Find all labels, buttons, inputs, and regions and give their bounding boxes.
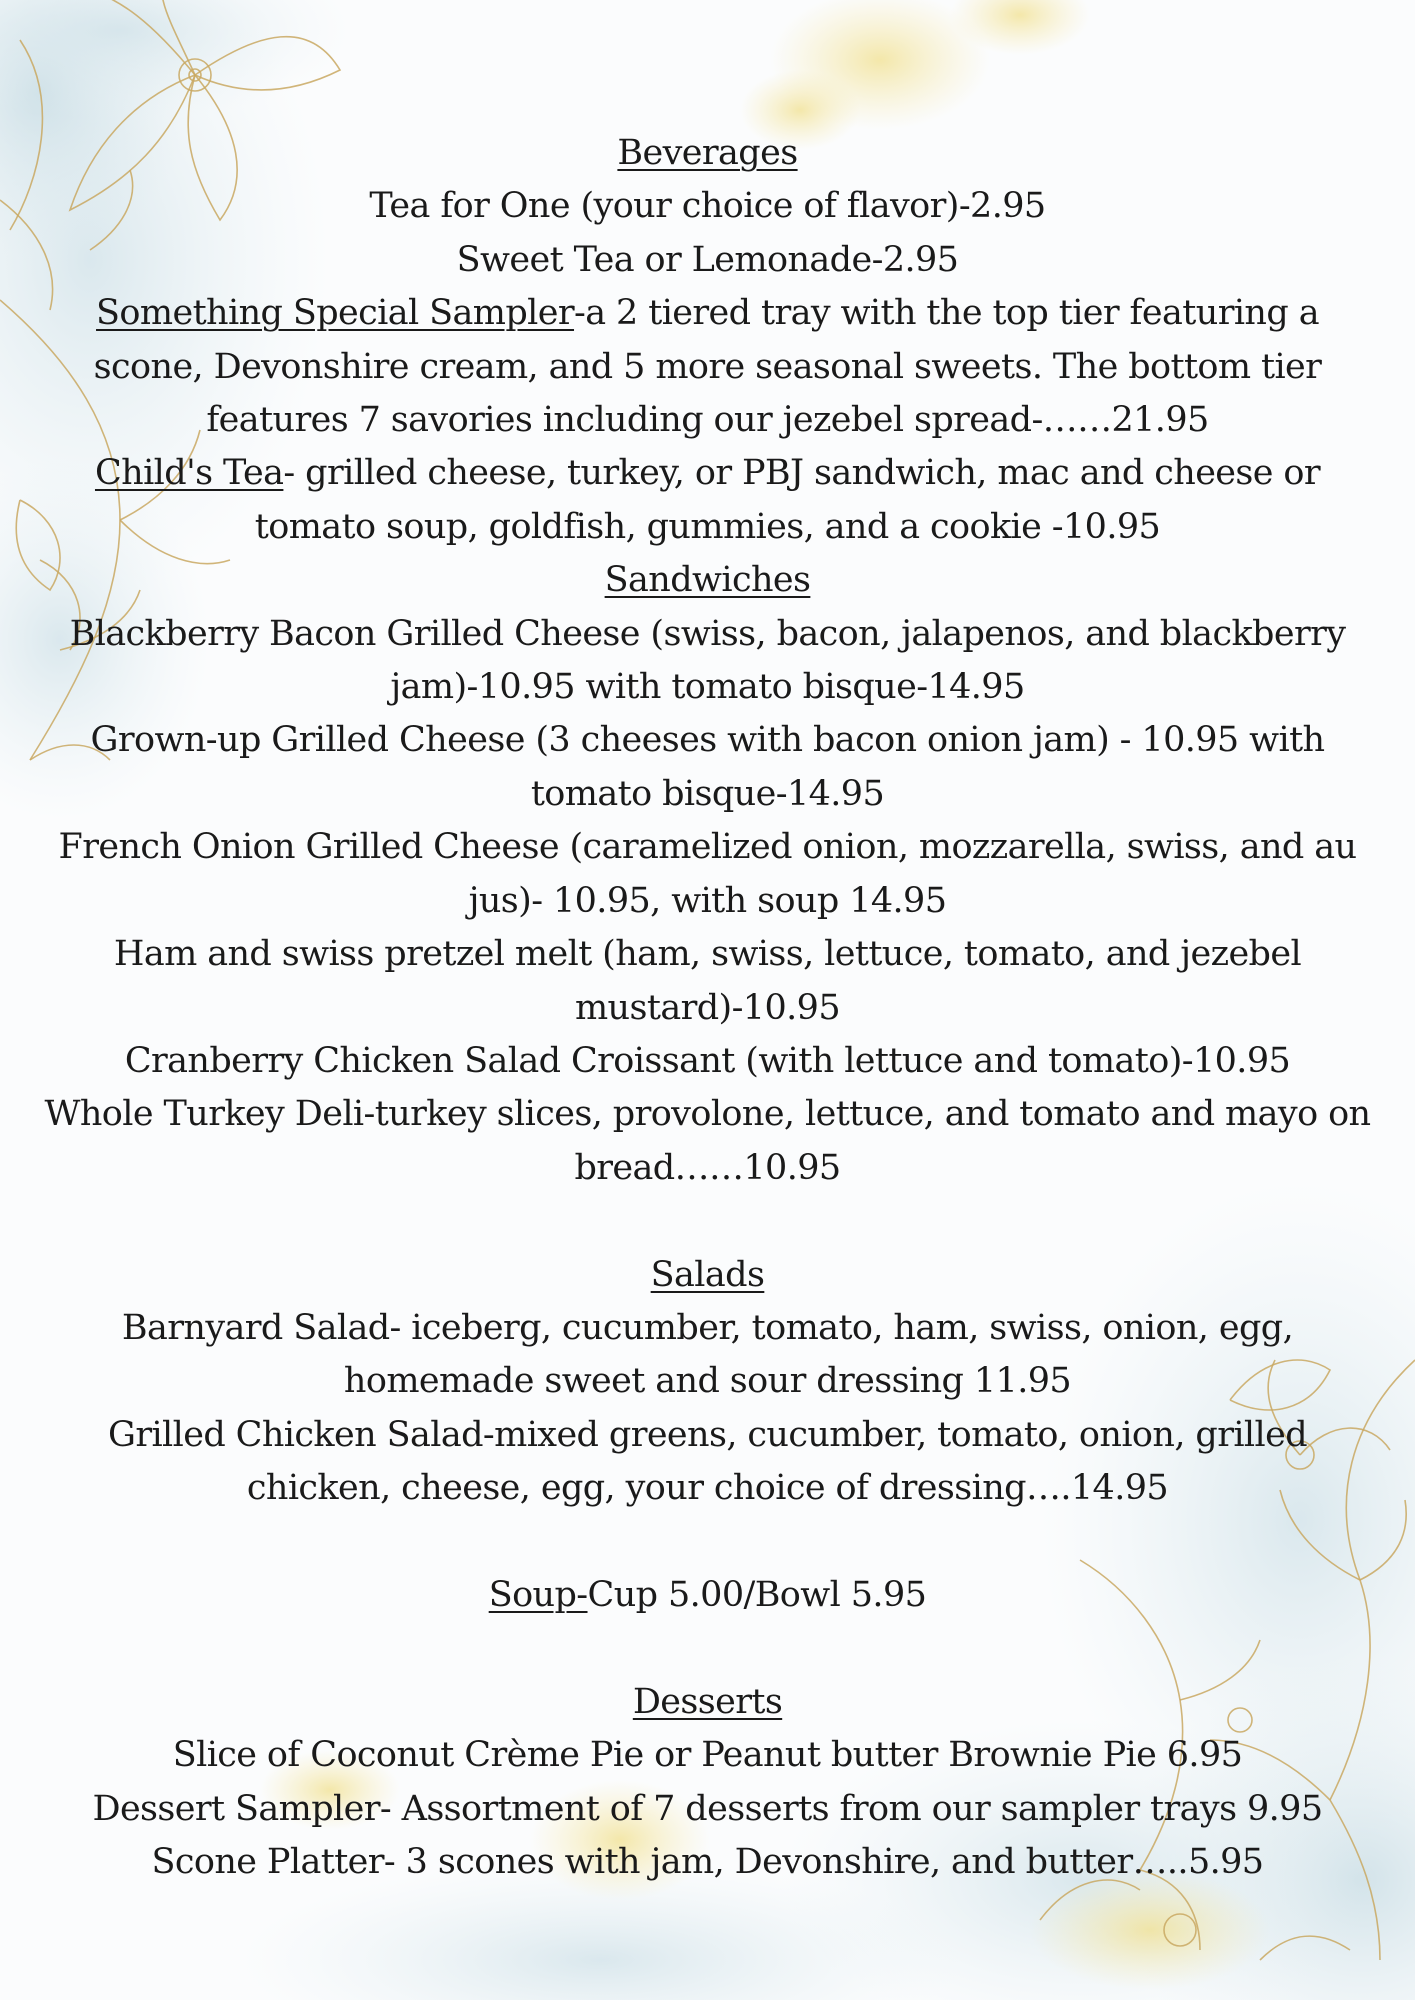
sampler-description: -a 2 tiered tray with the top tier featuring a scone, Devonshire cream, and 5 more seasonal sweets. The bottom tier features 7 savories including our jezebel spread-……21.95: [93, 293, 1322, 441]
soup-label: Soup-: [488, 1574, 588, 1615]
section-heading-sandwiches: [0, 554, 1415, 607]
menu-item: Dessert Sampler- Assortment of 7 desserts from our sampler trays 9.95: [92, 1788, 1323, 1829]
section-heading-salads: [0, 1249, 1415, 1302]
menu-item: Blackberry Bacon Grilled Cheese (swiss, bacon, jalapenos, and blackberry jam)-10.95 with tomato bisque-14.95: [69, 613, 1346, 708]
childs-tea-name: Child's Tea: [94, 453, 284, 494]
beverages-heading: Beverages: [617, 133, 798, 173]
menu-item: Cranberry Chicken Salad Croissant (with lettuce and tomato)-10.95: [124, 1040, 1291, 1081]
menu-item: Grown-up Grilled Cheese (3 cheeses with bacon onion jam) - 10.95 with tomato bisque-14.95: [90, 720, 1325, 814]
menu-item-childs-tea: [0, 447, 1415, 554]
menu-item-something-special-sampler: [0, 287, 1415, 447]
menu-item: Scone Platter- 3 scones with jam, Devonshire, and butter…..5.95: [151, 1841, 1264, 1882]
section-heading-beverages: [0, 127, 1415, 180]
menu-item: Ham and swiss pretzel melt (ham, swiss, lettuce, tomato, and jezebel mustard)-10.95: [113, 934, 1302, 1028]
spacer: [0, 1516, 1415, 1569]
section-heading-desserts: [0, 1676, 1415, 1729]
menu-item-tea-for-one: Tea for One (your choice of flavor)-2.95: [369, 186, 1046, 227]
menu-item: Barnyard Salad- iceberg, cucumber, tomato, ham, swiss, onion, egg, homemade sweet and sour dressing 11.95: [121, 1307, 1294, 1402]
menu-item: French Onion Grilled Cheese (caramelized onion, mozzarella, swiss, and au jus)- 10.95, with soup 14.95: [58, 827, 1357, 921]
menu: [0, 127, 1415, 1889]
spacer: [0, 1622, 1415, 1675]
soup-prices: Cup 5.00/Bowl 5.95: [587, 1574, 927, 1615]
childs-tea-description: - grilled cheese, turkey, or PBJ sandwich, mac and cheese or tomato soup, goldfish, gummies, and a cookie -10.95: [254, 453, 1321, 547]
section-soup: [0, 1569, 1415, 1622]
sampler-name: Something Special Sampler: [96, 293, 575, 334]
spacer: [0, 1195, 1415, 1248]
menu-item-sweet-tea: Sweet Tea or Lemonade-2.95: [456, 239, 959, 280]
menu-item: Whole Turkey Deli-turkey slices, provolone, lettuce, and tomato and mayo on bread……10.95: [44, 1094, 1371, 1188]
desserts-heading: Desserts: [632, 1681, 783, 1722]
menu-item: Slice of Coconut Crème Pie or Peanut butter Brownie Pie 6.95: [172, 1735, 1243, 1776]
sandwiches-heading: Sandwiches: [604, 560, 811, 601]
salads-heading: Salads: [650, 1254, 765, 1295]
menu-item: Grilled Chicken Salad-mixed greens, cucumber, tomato, onion, grilled chicken, cheese, egg, your choice of dressing….14.95: [107, 1414, 1308, 1509]
